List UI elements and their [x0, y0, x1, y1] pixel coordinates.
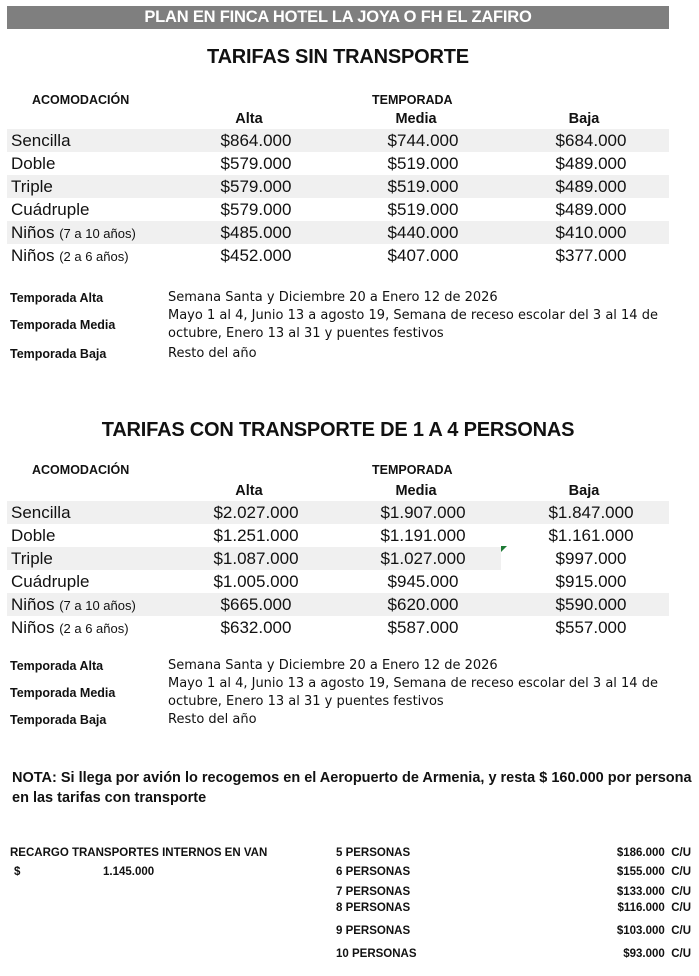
row-label: Niños (7 a 10 años) [11, 223, 136, 242]
season-name: Temporada Alta [10, 291, 104, 305]
accommodation-header: ACOMODACIÓN [32, 93, 130, 107]
price-baja: $377.000 [555, 246, 627, 265]
price-media: $519.000 [387, 154, 459, 173]
row-label: Doble [11, 154, 56, 173]
persona-count: 10 PERSONAS [336, 948, 417, 960]
price-media: $945.000 [387, 572, 459, 591]
price-alta: $485.000 [220, 223, 292, 242]
season-header: TEMPORADA [372, 93, 453, 107]
price-baja: $557.000 [555, 618, 627, 637]
row-label: Sencilla [11, 131, 71, 150]
price-media: $587.000 [387, 618, 459, 637]
season-name: Temporada Baja [10, 713, 107, 727]
price-baja: $1.161.000 [548, 526, 634, 545]
persona-price: $133.000 C/U [616, 886, 691, 898]
persona-count: 8 PERSONAS [336, 902, 411, 914]
season-header: TEMPORADA [372, 463, 453, 477]
season-name: Temporada Baja [10, 347, 107, 361]
row-label: Niños (2 a 6 años) [11, 246, 129, 265]
row-label: Niños (2 a 6 años) [11, 618, 129, 637]
price-media: $1.907.000 [380, 503, 466, 522]
price-media: $744.000 [387, 131, 459, 150]
season-name: Temporada Alta [10, 659, 104, 673]
table-row [7, 221, 669, 244]
season-description: Semana Santa y Diciembre 20 a Enero 12 de 2026 [168, 658, 498, 673]
table-row [7, 244, 669, 267]
table-row [7, 547, 669, 570]
table-row [7, 152, 669, 175]
persona-price: $93.000 C/U [623, 948, 691, 960]
persona-count: 9 PERSONAS [336, 925, 411, 937]
price-media: $620.000 [387, 595, 459, 614]
price-alta: $1.251.000 [213, 526, 299, 545]
season-name: Temporada Media [10, 686, 116, 700]
season-description: Resto del año [168, 712, 257, 727]
row-label: Cuádruple [11, 200, 90, 219]
column-header-alta: Alta [235, 111, 263, 127]
table-title-con-transporte: TARIFAS CON TRANSPORTE DE 1 A 4 PERSONAS [101, 419, 575, 441]
table-row [7, 198, 669, 221]
column-header-baja: Baja [568, 483, 600, 499]
persona-count: 5 PERSONAS [336, 847, 411, 859]
row-label: Cuádruple [11, 572, 90, 591]
price-alta: $579.000 [220, 154, 292, 173]
persona-price: $186.000 C/U [616, 847, 691, 859]
accommodation-header: ACOMODACIÓN [32, 463, 130, 477]
row-label: Niños (7 a 10 años) [11, 595, 136, 614]
price-media: $519.000 [387, 200, 459, 219]
persona-price: $155.000 C/U [616, 866, 691, 878]
price-alta: $452.000 [220, 246, 292, 265]
price-alta: $579.000 [220, 200, 292, 219]
row-label: Sencilla [11, 503, 71, 522]
season-description: Mayo 1 al 4, Junio 13 a agosto 19, Semana de receso escolar del 3 al 14 de octubre, Enero 13 al 31 y puentes festivos [168, 308, 658, 341]
document-banner: PLAN EN FINCA HOTEL LA JOYA O FH EL ZAFIRO [7, 6, 669, 29]
persona-count: 7 PERSONAS [336, 886, 411, 898]
surcharge-amount: 1.145.000 [103, 866, 155, 878]
row-label: Triple [11, 177, 53, 196]
price-baja: $997.000 [555, 549, 627, 568]
persona-count: 6 PERSONAS [336, 866, 411, 878]
persona-price: $116.000 C/U [617, 902, 691, 914]
price-baja: $410.000 [555, 223, 627, 242]
price-baja: $489.000 [555, 154, 627, 173]
column-header-media: Media [395, 111, 437, 127]
price-media: $1.191.000 [380, 526, 466, 545]
season-description: Mayo 1 al 4, Junio 13 a agosto 19, Semana de receso escolar del 3 al 14 de octubre, Enero 13 al 31 y puentes festivos [168, 676, 658, 709]
surcharge-title: RECARGO TRANSPORTES INTERNOS EN VAN [10, 847, 268, 859]
table-row [7, 570, 669, 593]
airport-note: NOTA: Si llega por avión lo recogemos en el Aeropuerto de Armenia, y resta $ 160.000 por persona en las tarifas con transporte [12, 770, 692, 806]
table-row [7, 593, 669, 616]
surcharge-currency: $ [14, 866, 21, 878]
column-header-alta: Alta [235, 483, 263, 499]
price-media: $1.027.000 [380, 549, 466, 568]
price-media: $440.000 [387, 223, 459, 242]
row-label: Triple [11, 549, 53, 568]
price-baja: $489.000 [555, 200, 627, 219]
table-row [7, 129, 669, 152]
column-header-baja: Baja [568, 111, 600, 127]
table-row [7, 616, 669, 639]
price-baja: $1.847.000 [548, 503, 634, 522]
price-alta: $864.000 [220, 131, 292, 150]
table-row [7, 501, 669, 524]
row-label: Doble [11, 526, 56, 545]
price-alta: $2.027.000 [213, 503, 299, 522]
persona-price: $103.000 C/U [616, 925, 691, 937]
price-alta: $1.087.000 [213, 549, 299, 568]
price-baja: $915.000 [555, 572, 627, 591]
column-header-media: Media [395, 483, 437, 499]
price-alta: $632.000 [220, 618, 292, 637]
table-title-sin-transporte: TARIFAS SIN TRANSPORTE [207, 46, 469, 68]
season-name: Temporada Media [10, 318, 116, 332]
price-baja: $590.000 [555, 595, 627, 614]
table-row [7, 524, 669, 547]
price-alta: $579.000 [220, 177, 292, 196]
season-description: Resto del año [168, 346, 257, 361]
price-media: $407.000 [387, 246, 459, 265]
price-alta: $665.000 [220, 595, 292, 614]
price-alta: $1.005.000 [213, 572, 299, 591]
price-baja: $489.000 [555, 177, 627, 196]
season-description: Semana Santa y Diciembre 20 a Enero 12 de 2026 [168, 290, 498, 305]
price-baja: $684.000 [555, 131, 627, 150]
price-media: $519.000 [387, 177, 459, 196]
table-row [7, 175, 669, 198]
cell-comment-indicator-icon [501, 546, 507, 552]
